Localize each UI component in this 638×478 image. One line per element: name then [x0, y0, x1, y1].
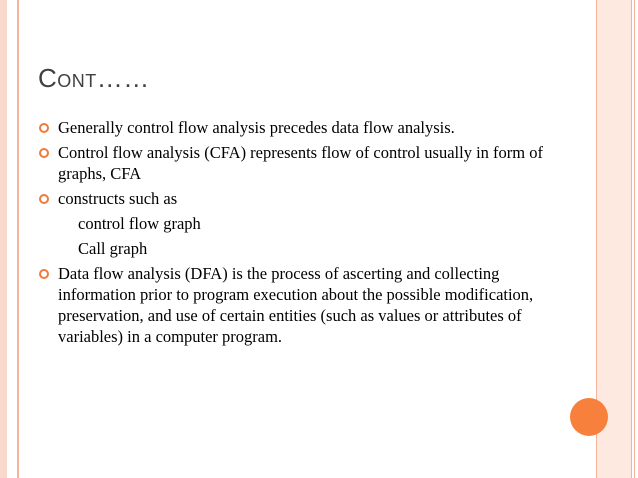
hollow-circle-bullet-icon: [38, 268, 50, 280]
bullet-item: [38, 142, 558, 184]
hollow-circle-bullet-icon: [38, 122, 50, 134]
sub-item: control flow graph: [78, 214, 201, 233]
bullet-item: [38, 117, 558, 138]
orange-circle-icon: [570, 398, 608, 436]
left-border-strip: [0, 0, 7, 478]
slide-content: [38, 117, 558, 351]
bullet-text: Generally control flow analysis precedes data flow analysis.: [58, 118, 455, 137]
hollow-circle-bullet-icon: [38, 147, 50, 159]
bullet-item: [38, 188, 558, 209]
sub-item: Call graph: [78, 239, 148, 258]
bullet-text: constructs such as: [58, 189, 178, 208]
right-border-line: [634, 0, 635, 478]
bullet-text: Data flow analysis (DFA) is the process of ascerting and collecting information prior to program execution about the possible modification, preservation, and use of certain entities (such as values or attributes of variables) in a computer program.: [58, 264, 534, 346]
bullet-item: [38, 263, 558, 347]
hollow-circle-bullet-icon: [38, 193, 50, 205]
left-border-line: [17, 0, 19, 478]
bullet-text: Control flow analysis (CFA) represents flow of control usually in form of graphs, CFA: [58, 143, 543, 183]
slide-title: Cont……: [38, 63, 150, 93]
